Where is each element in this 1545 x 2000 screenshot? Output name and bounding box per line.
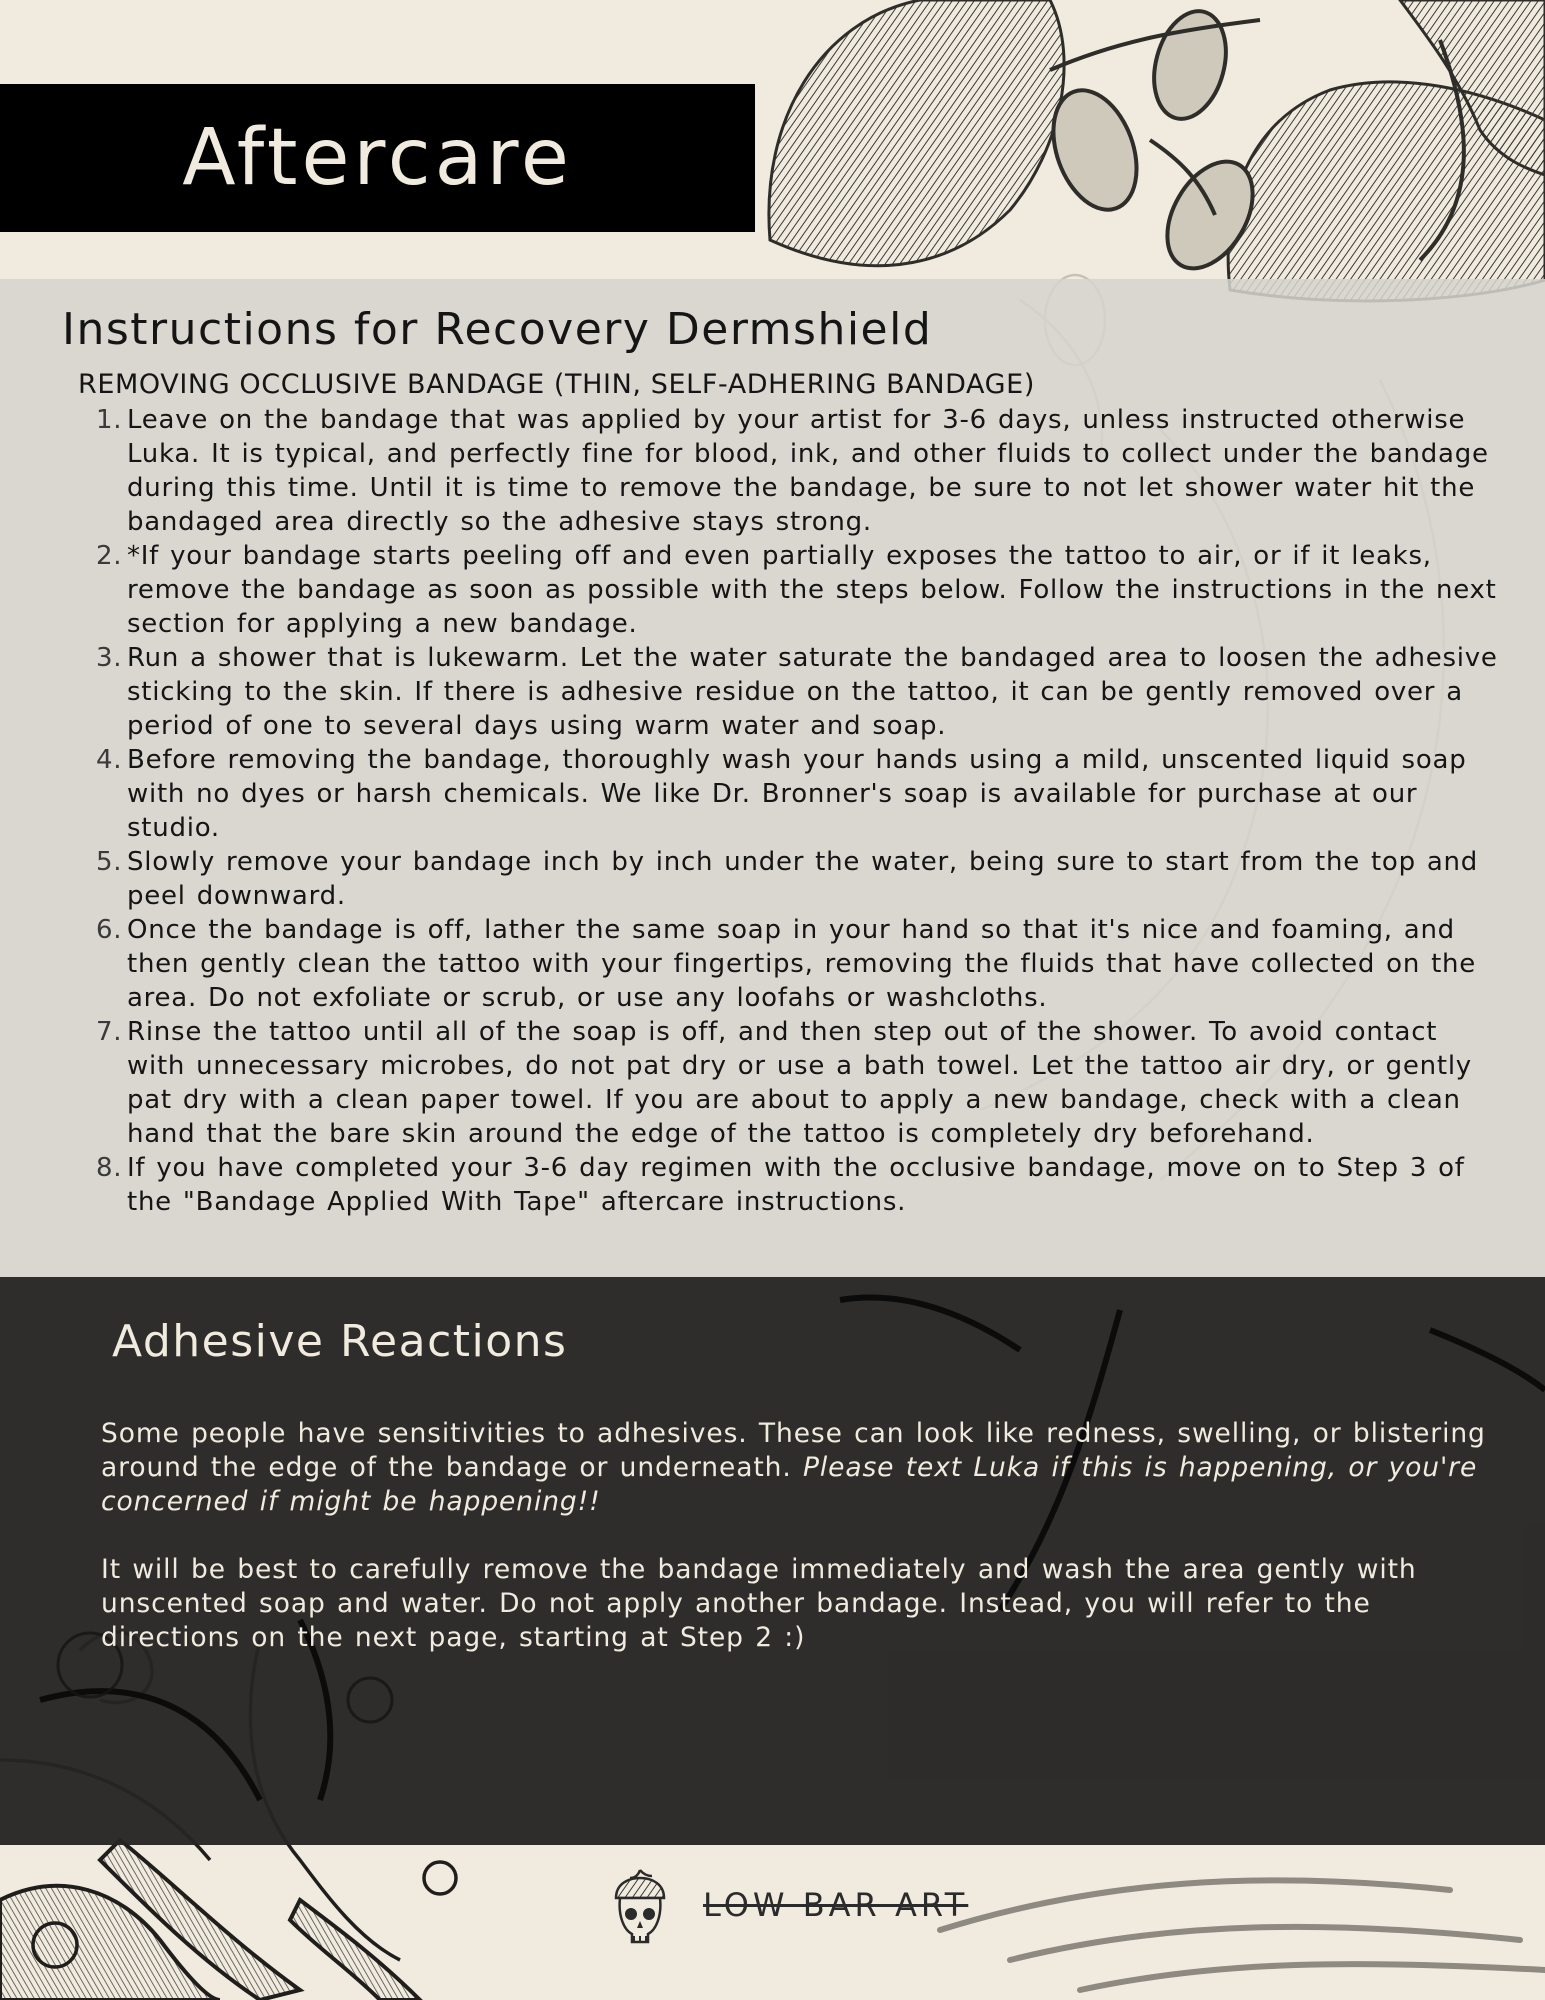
step-text: Slowly remove your bandage inch by inch under the water, being sure to start from the top and peel downward. — [127, 847, 1479, 911]
page-title: Aftercare — [182, 113, 573, 203]
adhesive-paragraph-1-emphasis: Please text Luka if this is happening, or you're concerned if might be happening!! — [101, 1452, 1478, 1517]
step-number: 2. — [96, 541, 123, 571]
step-text: Once the bandage is off, lather the same soap in your hand so that it's nice and foaming, and then gently clean the tattoo with your fingertips, removing the fluids that have collected on the area. Do not exfoliate or scrub, or use any loofahs or washcloths. — [127, 915, 1476, 1013]
dermshield-subheading: REMOVING OCCLUSIVE BANDAGE (THIN, SELF-ADHERING BANDAGE) — [78, 369, 1035, 400]
step-number: 8. — [96, 1153, 123, 1183]
adhesive-paragraph-1-text: Some people have sensitivities to adhesives. These can look like redness, swelling, or blistering around the edge of the bandage or underneath. — [101, 1418, 1486, 1483]
step-item — [0, 539, 1545, 641]
step-number: 3. — [96, 643, 123, 673]
adhesive-paragraph-2: It will be best to carefully remove the bandage immediately and wash the area gently with unscented soap and water. Do not apply another bandage. Instead, you will refer to the directions on the next page, starting at Step 2 :) — [101, 1554, 1417, 1653]
acorn-skull-icon — [610, 1866, 670, 1948]
step-item — [0, 913, 1545, 1015]
step-text: Rinse the tattoo until all of the soap is off, and then step out of the shower. To avoid contact with unnecessary microbes, do not pat dry or use a bath towel. Let the tattoo air dry, or gently pat dry with a clean paper towel. If you are about to apply a new bandage, check with a clean hand that the bare skin around the edge of the tattoo is completely dry beforehand. — [127, 1017, 1472, 1149]
step-number: 1. — [96, 405, 123, 435]
step-text: Run a shower that is lukewarm. Let the water saturate the bandaged area to loosen the adhesive sticking to the skin. If there is adhesive residue on the tattoo, it can be gently removed over a period of one to several days using warm water and soap. — [127, 643, 1498, 741]
step-number: 4. — [96, 745, 123, 775]
step-number: 7. — [96, 1017, 123, 1047]
step-item — [0, 1015, 1545, 1151]
title-banner — [0, 84, 755, 232]
step-text: *If your bandage starts peeling off and even partially exposes the tattoo to air, or if it leaks, remove the bandage as soon as possible with the steps below. Follow the instructions in the next section for applying a new bandage. — [127, 541, 1497, 639]
step-text: Leave on the bandage that was applied by your artist for 3-6 days, unless instructed otherwise Luka. It is typical, and perfectly fine for blood, ink, and other fluids to collect under the bandage during this time. Until it is time to remove the bandage, be sure to not let shower water hit the bandaged area directly so the adhesive stays strong. — [127, 405, 1489, 537]
dermshield-steps — [0, 403, 1545, 1219]
step-item — [0, 743, 1545, 845]
step-text: Before removing the bandage, thoroughly wash your hands using a mild, unscented liquid soap with no dyes or harsh chemicals. We like Dr. Bronner's soap is available for purchase at our studio. — [127, 745, 1467, 843]
step-item — [0, 845, 1545, 913]
step-number: 5. — [96, 847, 123, 877]
brand-name: LOW BAR ART — [703, 1886, 969, 1924]
step-item — [0, 1151, 1545, 1219]
step-text: If you have completed your 3-6 day regimen with the occlusive bandage, move on to Step 3 of the "Bandage Applied With Tape" aftercare instructions. — [127, 1153, 1465, 1217]
step-item — [0, 641, 1545, 743]
adhesive-paragraph-1 — [101, 1417, 1501, 1519]
step-number: 6. — [96, 915, 123, 945]
step-item — [0, 403, 1545, 539]
adhesive-heading: Adhesive Reactions — [112, 1316, 568, 1367]
dermshield-heading: Instructions for Recovery Dermshield — [62, 304, 933, 355]
